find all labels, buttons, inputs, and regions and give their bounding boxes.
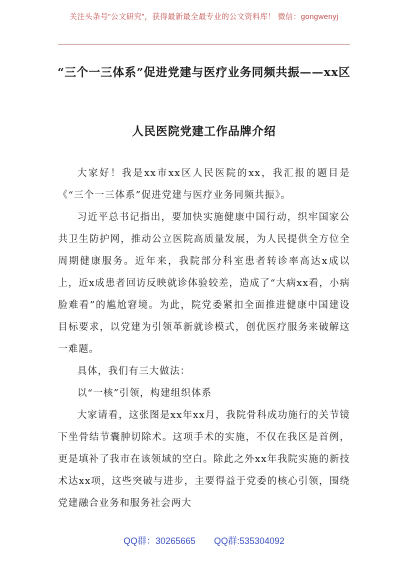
- section-heading: 以“一核”引领，构建组织体系: [77, 388, 212, 399]
- header-banner: 关注头条号"公文研究"，获得最新最全最专业的公文资料库！ 微信：gongwenyj: [69, 12, 339, 21]
- document-subtitle: 人民医院党建工作品牌介绍: [132, 124, 276, 138]
- header-divider: [58, 44, 350, 45]
- footer-contacts: [0, 534, 408, 547]
- paragraph-background: 习近平总书记指出，要加快实施健康中国行动，织牢国家公共卫生防护网，推动公立医院高质量发展，为人民提供全方位全周期健康服务。近年来，我院部分科室患者转诊率高达x成以上，近x成患者回访反映就诊体验较差，造成了“大病xx看，小病脸难看”的尴尬窘境。为此，院党委紧扣全面推进健康中国建设目标要求，以党建为引领革新就诊模式，创优医疗服务来破解这一难题。: [58, 212, 350, 355]
- paragraph-methods-intro: 具体，我们有三大做法：: [77, 366, 191, 377]
- document-title: “三个一三体系”促进党建与医疗业务同频共振——xx区: [57, 65, 351, 79]
- paragraph-detail: 大家请看，这张图是xx年xx月，我院骨科成功施行的关节镜下坐骨结节囊肿切除术。这项手术的实施，不仅在我区是首例，更是填补了我市在该领域的空白。除此之外xx年我院实施的新技术达xx项，这些突破与进步，主要得益于党委的核心引领，围绕党建融合业务和服务社会两大: [58, 410, 350, 509]
- footer-qq-group-2: QQ群:535304092: [214, 536, 285, 546]
- paragraph-intro: 大家好！我是xx市xx区人民医院的xx，我汇报的题目是《“三个一三体系”促进党建与医疗业务同频共振》。: [58, 168, 350, 201]
- document-body: [58, 163, 350, 515]
- footer-qq-group-1: QQ群：30265665: [123, 536, 196, 546]
